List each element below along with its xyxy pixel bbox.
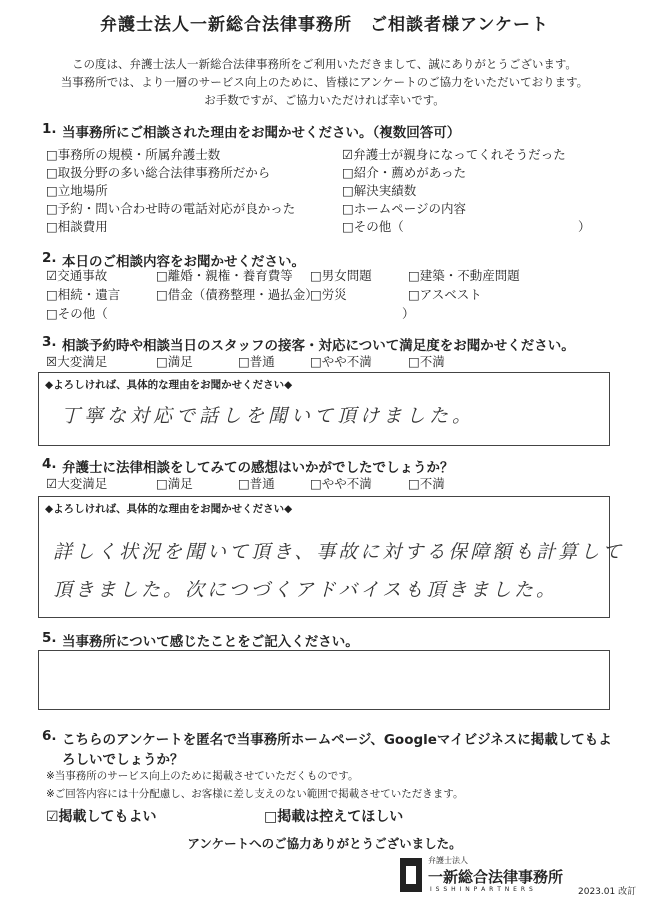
intro-line-3: お手数ですが、ご協力いただければ幸いです。 (204, 93, 445, 107)
q1-option-website[interactable]: □ホームページの内容 (342, 201, 467, 216)
q2-option-debt[interactable]: □借金（債務整理・過払金） (156, 287, 318, 302)
q2-other-close: ） (402, 306, 415, 321)
q1-option-scale[interactable]: □事務所の規模・所属弁護士数 (46, 147, 221, 162)
q1-number: 1. (42, 121, 57, 137)
q1-option-other[interactable]: □その他（ (342, 219, 404, 234)
firm-logo-icon (400, 858, 422, 892)
q2-option-traffic[interactable]: ☑交通事故 (46, 268, 108, 283)
q1-other-close: ） (578, 219, 591, 234)
logo-firm-name: 一新総合法律事務所 (428, 868, 564, 886)
q2-option-divorce[interactable]: □離婚・親権・養育費等 (156, 268, 293, 283)
q1-option-fee[interactable]: □相談費用 (46, 219, 108, 234)
q1-option-fields[interactable]: □取扱分野の多い総合法律事務所だから (46, 165, 271, 180)
q2-option-gender[interactable]: □男女問題 (310, 268, 372, 283)
revision-date: 2023.01 改訂 (578, 887, 637, 897)
intro-line-1: この度は、弁護士法人一新総合法律事務所をご利用いただきまして、誠にありがとうございます。 (72, 57, 577, 71)
q2-number: 2. (42, 250, 57, 266)
q4-option-neutral[interactable]: □普通 (238, 476, 275, 491)
q1-option-referral[interactable]: □紹介・薦めがあった (342, 165, 467, 180)
q3-box-label: ◆よろしければ、具体的な理由をお聞かせください◆ (45, 379, 293, 391)
q6-note-2: ※ご回答内容には十分配慮し、お客様に差し支えのない範囲で掲載させていただきます。 (46, 788, 464, 800)
q6-option-publish-no[interactable]: □掲載は控えてほしい (264, 809, 404, 825)
q3-number: 3. (42, 334, 57, 350)
q1-question: 当事務所にご相談された理由をお聞かせください。（複数回答可） (62, 125, 461, 141)
logo-english-name: I S S H I N P A R T N E R S (430, 886, 534, 893)
q3-option-very-satisfied[interactable]: ☒大変満足 (46, 354, 108, 369)
q4-option-dissatisfied-somewhat[interactable]: □やや不満 (310, 476, 372, 491)
q1-option-location[interactable]: □立地場所 (46, 183, 108, 198)
q5-question: 当事務所について感じたことをご記入ください。 (62, 634, 359, 650)
q6-question-line-2: ろしいでしょうか？ (62, 752, 184, 768)
q4-handwritten-answer-line-2: 頂きました。次につづくアドバイスも頂きました。 (53, 579, 559, 601)
q4-option-dissatisfied[interactable]: □不満 (408, 476, 445, 491)
q1-option-phone[interactable]: □予約・問い合わせ時の電話対応が良かった (46, 201, 296, 216)
q6-question-line-1: こちらのアンケートを匿名で当事務所ホームページ、Googleマイビジネスに掲載してもよ (62, 732, 612, 748)
q2-question: 本日のご相談内容をお聞かせください。 (62, 254, 305, 270)
q4-option-satisfied[interactable]: □満足 (156, 476, 193, 491)
q4-handwritten-answer-line-1: 詳しく状況を聞いて頂き、事故に対する保障額も計算して (53, 541, 625, 563)
q3-option-dissatisfied-somewhat[interactable]: □やや不満 (310, 354, 372, 369)
logo-subtitle: 弁護士法人 (428, 856, 468, 865)
q3-handwritten-answer: 丁寧な対応で話しを聞いて頂けました。 (61, 405, 476, 427)
q4-option-very-satisfied[interactable]: ☑大変満足 (46, 476, 108, 491)
q6-option-publish-ok[interactable]: ☑掲載してもよい (46, 809, 157, 825)
q2-option-inheritance[interactable]: □相続・遺言 (46, 287, 121, 302)
q1-option-caring[interactable]: ☑弁護士が親身になってくれそうだった (342, 147, 566, 162)
q5-comment-box[interactable] (38, 650, 610, 710)
q6-note-1: ※当事務所のサービス向上のために掲載させていただくものです。 (46, 770, 359, 782)
q3-option-neutral[interactable]: □普通 (238, 354, 275, 369)
q4-question: 弁護士に法律相談をしてみての感想はいかがでしたでしょうか？ (62, 460, 454, 476)
q4-number: 4. (42, 456, 57, 472)
q3-question: 相談予約時や相談当日のスタッフの接客・対応について満足度をお聞かせください。 (62, 338, 575, 354)
q2-option-other[interactable]: □その他（ (46, 306, 108, 321)
q4-box-label: ◆よろしければ、具体的な理由をお聞かせください◆ (45, 503, 293, 515)
q5-number: 5. (42, 630, 57, 646)
q4-comment-box[interactable] (38, 496, 625, 618)
q2-option-asbestos[interactable]: □アスベスト (408, 287, 482, 302)
q1-option-results[interactable]: □解決実績数 (342, 183, 417, 198)
q6-number: 6. (42, 728, 57, 744)
q3-option-dissatisfied[interactable]: □不満 (408, 354, 445, 369)
q2-option-labor[interactable]: □労災 (310, 287, 347, 302)
thanks-message: アンケートへのご協力ありがとうございました。 (187, 836, 462, 851)
page-title: 弁護士法人一新総合法律事務所 ご相談者様アンケート (100, 15, 549, 35)
q3-option-satisfied[interactable]: □満足 (156, 354, 193, 369)
intro-line-2: 当事務所では、より一層のサービス向上のために、皆様にアンケートのご協力をいただいております。 (60, 75, 589, 89)
q2-option-realestate[interactable]: □建築・不動産問題 (408, 268, 520, 283)
q3-comment-box[interactable] (38, 372, 610, 446)
